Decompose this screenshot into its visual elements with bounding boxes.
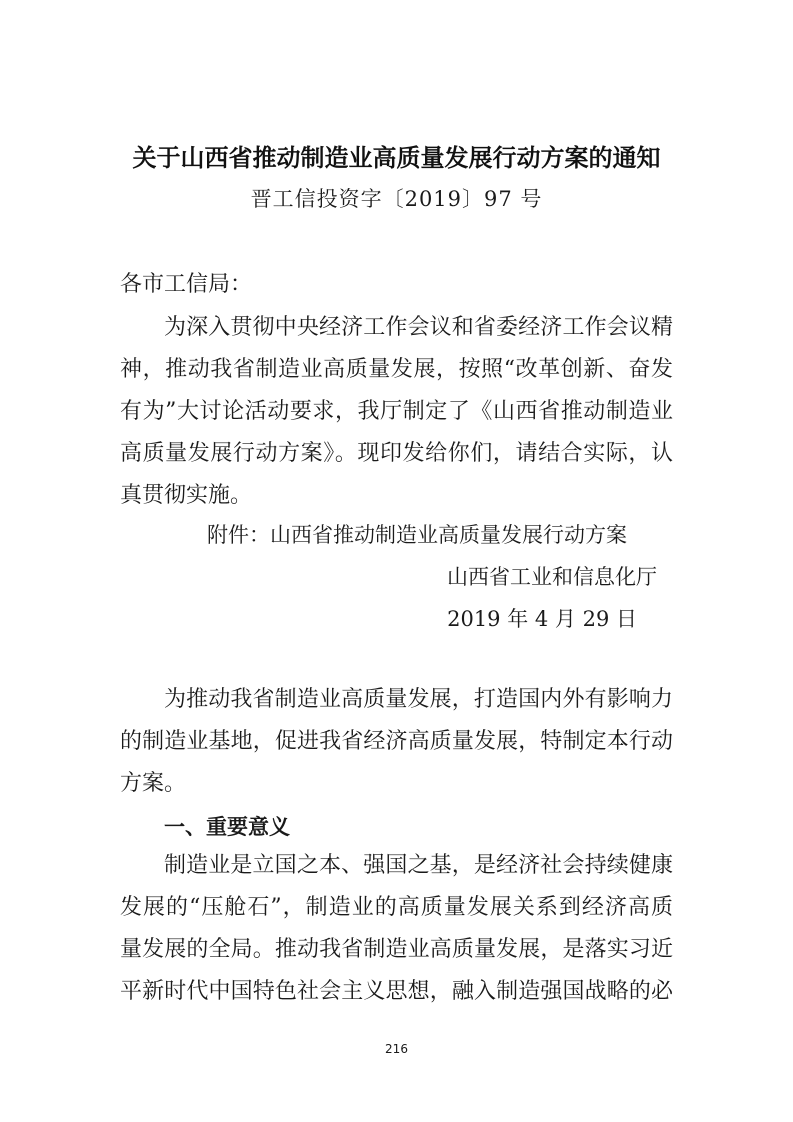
plan-intro-line: 方案。 [120,771,187,796]
notice-body-line: 为深入贯彻中央经济工作会议和省委经济工作会议精 [164,315,673,340]
plan-intro-line: 为推动我省制造业高质量发展，打造国内外有影响力 [164,687,673,712]
salutation: 各市工信局： [120,272,253,297]
notice-body-line: 有为”大讨论活动要求，我厅制定了《山西省推动制造业 [120,399,673,424]
section-body-line: 量发展的全局。推动我省制造业高质量发展，是落实习近 [120,937,673,962]
section-body-line: 制造业是立国之本、强国之基，是经济社会持续健康 [164,853,673,878]
section-body-line: 发展的“压舱石”，制造业的高质量发展关系到经济高质 [120,895,673,920]
issue-date: 2019 年 4 月 29 日 [447,607,637,631]
section-body-line: 平新时代中国特色社会主义思想，融入制造强国战略的必 [120,979,673,1004]
notice-body-line: 真贯彻实施。 [120,483,253,508]
issuer-name: 山西省工业和信息化厅 [447,565,657,589]
section-heading: 一、重要意义 [164,815,290,839]
attachment-note: 附件：山西省推动制造业高质量发展行动方案 [207,523,627,547]
notice-body-line: 高质量发展行动方案》。现印发给你们，请结合实际，认 [120,441,673,466]
plan-intro-line: 的制造业基地，促进我省经济高质量发展，特制定本行动 [120,729,673,754]
notice-body-line: 神，推动我省制造业高质量发展，按照“改革创新、奋发 [120,357,673,382]
page-number: 216 [385,1042,408,1056]
document-number: 晋工信投资字〔2019〕97 号 [250,187,543,211]
document-title: 关于山西省推动制造业高质量发展行动方案的通知 [132,144,661,172]
